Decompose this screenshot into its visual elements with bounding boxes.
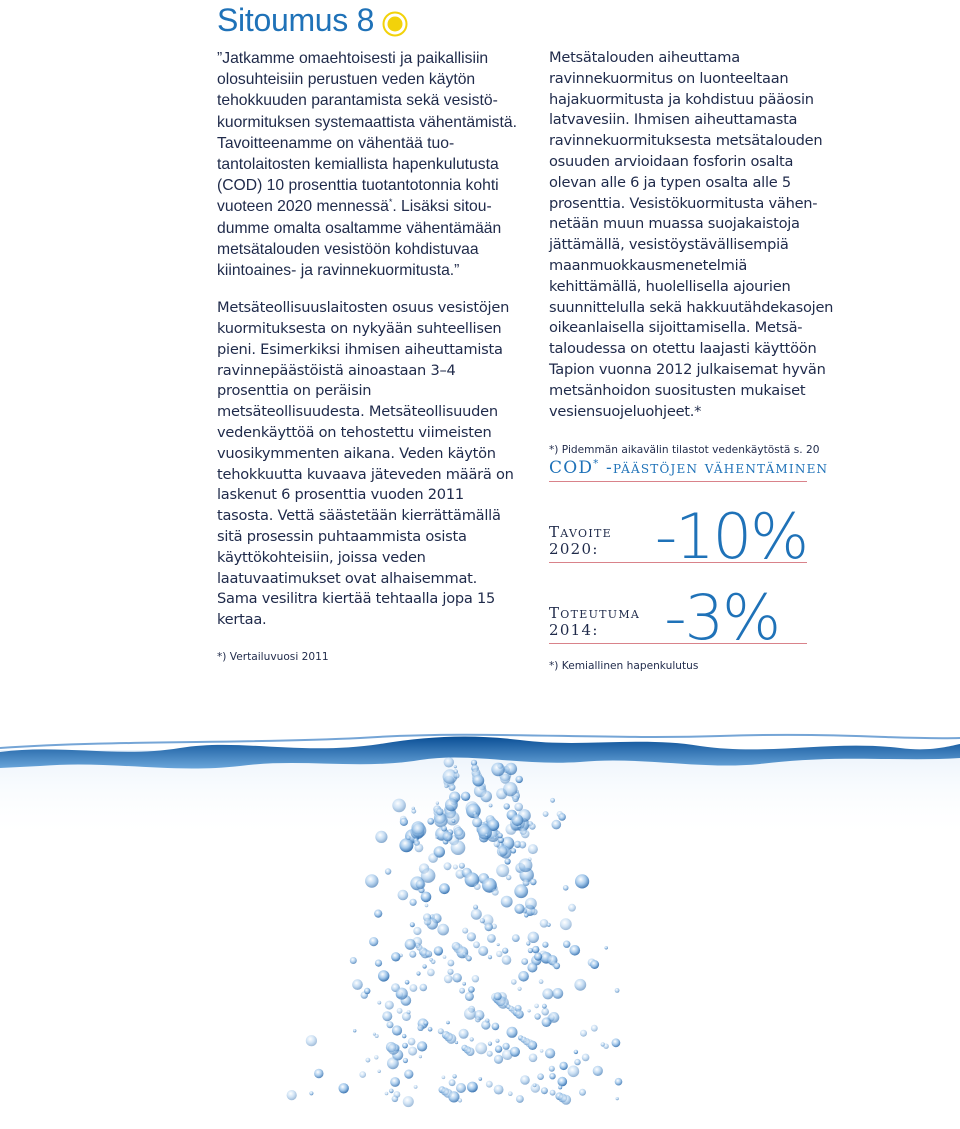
- bubble: [559, 1062, 567, 1070]
- bubble: [428, 1027, 433, 1032]
- bubble: [475, 1042, 487, 1054]
- left-column: [217, 48, 517, 663]
- bubble: [612, 1038, 621, 1047]
- bubble: [411, 809, 416, 814]
- bubble: [467, 1082, 478, 1093]
- bubble: [428, 853, 438, 863]
- bubble: [528, 1009, 531, 1012]
- bubble: [400, 818, 408, 826]
- bubble: [545, 1048, 555, 1058]
- bubble: [518, 987, 522, 991]
- bubble: [427, 969, 435, 977]
- bubble: [616, 1097, 619, 1100]
- bubble: [504, 803, 510, 809]
- bubble: [452, 819, 456, 823]
- bubble: [402, 1043, 408, 1049]
- right-body-text: Metsätalouden aiheuttama ravinnekuormitus on luonteeltaan hajakuormitusta ja kohdistuu pääosin latvavesiin. Ihmisen aiheuttamasta ravinnekuormituksesta metsätalouden osuuden arvioidaan fosforin osalta olevan alle 6 ja typen osalta alle 5 prosenttia. Vesistökuormitusta vähennetään muun muassa suojakaistoja jättämällä, vesistöystävällisempiä maanmuokkausmenetelmiä kehittämällä, huolellisella ajourien suunnittelulla sekä hakkuutähdekasojen oikeanlaisella sijoittamisella. Metsätaloudessa on otettu laajasti käyttöön Tapion vuonna 2012 julkaisemat hyvän metsänhoidon suositusten mukaiset vesiensuojeluohjeet.*: [549, 49, 834, 420]
- cod-heading-mark: *: [593, 458, 600, 470]
- bubble: [563, 885, 569, 891]
- bubble: [435, 836, 438, 839]
- bubble: [453, 973, 462, 982]
- bubble: [531, 909, 538, 916]
- bubble: [528, 932, 539, 943]
- bubble: [549, 1066, 555, 1072]
- cod-target-label-line1: Tavoite: [549, 523, 612, 541]
- bubble: [466, 1047, 475, 1056]
- cod-reduction-box: [549, 458, 829, 672]
- bubble: [437, 924, 449, 936]
- bubble: [532, 946, 539, 953]
- bubble: [396, 988, 408, 1000]
- bubble: [487, 934, 496, 943]
- bubble: [480, 918, 485, 923]
- bubble: [472, 817, 482, 827]
- bubble: [553, 962, 560, 969]
- bubble: [421, 892, 432, 903]
- bubble: [409, 951, 416, 958]
- bubble: [444, 975, 453, 984]
- cod-target-value: -10%: [654, 500, 807, 573]
- bubble: [496, 864, 509, 877]
- bubble: [444, 784, 448, 788]
- cod-target-label-line2: 2020:: [549, 540, 599, 558]
- bubble: [314, 1069, 323, 1078]
- bubble: [516, 1095, 524, 1103]
- bubble: [529, 1054, 538, 1063]
- quote-text-1: ”Jatkamme omaehtoisesti ja paikallisiin olosuhteisiin perustuen veden käytön tehokkuuden parantamista sekä vesistökuormituksen systemaattista vähentämistä. Tavoitteenamme on vähentää tuotantolaitosten kemiallista hapenkulutusta (COD) 10 prosenttia tuotantotonnia kohti vuoteen 2020 mennessä: [217, 50, 517, 216]
- bubble: [537, 1073, 544, 1080]
- bubble: [464, 1008, 476, 1020]
- left-body-text: Metsäteollisuuslaitosten osuus vesistöjen kuormituksesta on nykyään suhteellisen pieni. Esimerkiksi ihmisen aiheuttamista ravinnepäästöistä ainoastaan 3–4 prosenttia on peräisin metsäteollisuudesta. Metsäteollisuuden vedenkäyttöä on tehostettu viimeisten vuosikymmenten aikana. Veden käytön tehokkuutta kuvaava jäteveden määrä on laskenut 6 prosenttia vuoden 2011 tasosta. Vettä säästetään kierrättämällä sitä prosessin puhtaammista osista käyttökohteisiin, joissa veden laatuvaatimukset ovat alhaisemmat. Sama vesilitra kiertää tehtaalla jopa 15 kertaa.: [217, 299, 514, 629]
- bubble: [542, 942, 548, 948]
- bubble: [496, 1039, 500, 1043]
- bubble: [558, 1085, 562, 1089]
- bubble: [502, 955, 512, 965]
- cod-footnote: *) Kemiallinen hapenkulutus: [549, 660, 699, 672]
- bubble: [410, 984, 418, 992]
- bubble: [434, 946, 443, 955]
- bubble: [472, 975, 479, 982]
- bubble: [480, 791, 492, 803]
- bubble: [425, 904, 429, 908]
- bubble: [448, 1091, 459, 1102]
- cod-target-label: [549, 524, 612, 558]
- bubble: [471, 909, 482, 920]
- bubble: [494, 992, 502, 1000]
- bubble: [542, 988, 553, 999]
- bubble: [306, 1035, 317, 1046]
- bubble: [425, 951, 432, 958]
- bubble: [339, 1083, 349, 1093]
- bubble: [568, 1066, 580, 1078]
- bubble: [402, 1034, 406, 1038]
- bubble: [570, 945, 581, 956]
- bubble: [540, 1049, 544, 1053]
- bubble: [539, 979, 544, 984]
- bubble: [506, 875, 511, 880]
- bubble: [478, 946, 488, 956]
- bubble: [459, 863, 465, 869]
- bubble: [561, 1095, 571, 1105]
- bubble: [497, 943, 500, 946]
- bubble: [520, 1075, 530, 1085]
- bubble: [410, 922, 415, 927]
- bubble: [560, 918, 572, 930]
- bubble: [511, 979, 517, 985]
- bubble: [486, 1081, 493, 1088]
- bubble: [514, 904, 524, 914]
- bubble: [456, 1083, 466, 1093]
- bubble: [397, 1008, 403, 1014]
- cod-heading: [549, 458, 829, 482]
- bubble: [470, 1037, 474, 1041]
- bubble: [491, 763, 505, 777]
- cod-actual-value: -3%: [664, 581, 779, 654]
- bubble: [502, 948, 508, 954]
- bubble: [478, 826, 492, 840]
- bubble: [405, 980, 410, 985]
- page-title: [217, 2, 408, 39]
- bubble: [390, 1077, 400, 1087]
- bubble: [454, 765, 457, 768]
- bubble: [436, 808, 443, 815]
- bubble: [558, 1077, 568, 1087]
- cod-target-row: [549, 482, 807, 573]
- bubble: [547, 923, 551, 927]
- bubble: [466, 956, 472, 962]
- bubble: [446, 1034, 456, 1044]
- bubble: [459, 988, 465, 994]
- bubble: [593, 1066, 603, 1076]
- bubble: [422, 964, 426, 968]
- bubble: [385, 868, 391, 874]
- sun-icon: [382, 8, 408, 34]
- bubble: [459, 1029, 469, 1039]
- bubble: [518, 971, 529, 982]
- bubble: [454, 829, 465, 840]
- bubble: [489, 804, 493, 808]
- bubble: [528, 1041, 537, 1050]
- bubble: [387, 1057, 399, 1069]
- bubble: [375, 960, 382, 967]
- bubble: [391, 952, 400, 961]
- cod-actual-label-line2: 2014:: [549, 621, 599, 639]
- bubble: [515, 1010, 524, 1019]
- bubble: [514, 884, 528, 898]
- bubble: [434, 814, 447, 827]
- bubble: [444, 862, 452, 870]
- bubble: [413, 927, 421, 935]
- bubble: [453, 865, 458, 870]
- bubble: [448, 960, 455, 967]
- bubble: [462, 982, 466, 986]
- bubble: [615, 988, 620, 993]
- bubble: [563, 941, 570, 948]
- bubble: [398, 890, 409, 901]
- bubble: [461, 792, 470, 801]
- bubble: [529, 823, 536, 830]
- bubble: [431, 960, 436, 965]
- bubble: [436, 802, 439, 805]
- bubble: [449, 784, 456, 791]
- bubble: [359, 1071, 366, 1078]
- bubble: [516, 776, 523, 783]
- cod-heading-prefix: COD: [549, 458, 594, 478]
- bubble: [365, 874, 378, 887]
- bubble: [591, 1025, 598, 1032]
- bubble: [427, 818, 434, 825]
- bubble: [575, 874, 589, 888]
- quote-footnote-mark: *: [388, 197, 393, 208]
- bubble: [534, 953, 542, 961]
- bubble: [352, 979, 363, 990]
- bubble: [512, 796, 519, 803]
- bubble: [493, 836, 496, 839]
- bubble: [541, 1087, 548, 1094]
- bubble: [534, 1013, 540, 1019]
- bubble: [521, 830, 530, 839]
- bubble: [512, 934, 520, 942]
- bubble: [441, 826, 447, 832]
- bubble: [605, 946, 608, 949]
- page-title-text: Sitoumus 8: [217, 2, 375, 38]
- bubble: [458, 1098, 462, 1102]
- bubble: [378, 970, 389, 981]
- bubble: [402, 1012, 411, 1021]
- bubble: [472, 775, 484, 787]
- bubble: [533, 1083, 537, 1087]
- bubble: [494, 1055, 503, 1064]
- bubble: [392, 1025, 402, 1035]
- bubble: [495, 1045, 502, 1052]
- bubble: [492, 889, 499, 896]
- cod-actual-row: [549, 563, 807, 654]
- bubble: [582, 1054, 590, 1062]
- bubble: [443, 955, 447, 959]
- bubble: [446, 1021, 450, 1025]
- bubble: [403, 1096, 414, 1107]
- bubble: [414, 1085, 418, 1089]
- bubble: [492, 1023, 500, 1031]
- bubble: [574, 1050, 578, 1054]
- bubble: [451, 840, 466, 855]
- bubble: [442, 1076, 446, 1080]
- bubble: [519, 841, 526, 848]
- bubble: [417, 1041, 427, 1051]
- bubble: [369, 937, 378, 946]
- bubble: [512, 814, 524, 826]
- bubble: [507, 1027, 518, 1038]
- water-bubbles-image: [0, 700, 960, 1129]
- bubble: [579, 1089, 586, 1096]
- bubble: [475, 1016, 481, 1022]
- bubble: [364, 988, 370, 994]
- bubble: [603, 1044, 608, 1049]
- bubble: [590, 960, 599, 969]
- bubble: [511, 848, 516, 853]
- bubble: [534, 1004, 539, 1009]
- bubble: [488, 1042, 492, 1046]
- bubble: [615, 1078, 623, 1086]
- bubble: [350, 957, 357, 964]
- bubble: [388, 1043, 399, 1054]
- bubble: [468, 986, 475, 993]
- bubble: [580, 1030, 587, 1037]
- bubble: [449, 1079, 456, 1086]
- bubble: [528, 844, 538, 854]
- bubble: [366, 1058, 371, 1063]
- right-footnote: *) Pidemmän aikavälin tilastot vedenkäytöstä s. 20: [549, 444, 820, 457]
- bubble: [445, 798, 458, 811]
- bubble: [524, 913, 528, 917]
- bubble: [550, 1090, 556, 1096]
- bubble: [530, 879, 537, 886]
- bubble: [496, 951, 502, 957]
- bubble: [392, 799, 406, 813]
- bubble: [447, 969, 453, 975]
- bubble: [558, 813, 566, 821]
- bubble: [416, 971, 420, 975]
- bubble: [505, 858, 511, 864]
- bubble: [408, 1038, 416, 1046]
- bubble: [455, 1041, 458, 1044]
- bubble: [309, 1091, 313, 1095]
- bubble: [408, 1047, 417, 1056]
- bubble: [542, 1004, 547, 1009]
- left-footnote: *) Vertailuvuosi 2011: [217, 650, 329, 663]
- bubble: [382, 1011, 392, 1021]
- bubble: [374, 1055, 378, 1059]
- bubble: [387, 1021, 394, 1028]
- bubble: [416, 880, 426, 890]
- bubble: [417, 1025, 423, 1031]
- bubble: [508, 1091, 513, 1096]
- bubble: [389, 1089, 394, 1094]
- bubble: [527, 963, 537, 973]
- bubble: [501, 896, 513, 908]
- cod-heading-suffix: -päästöjen vähentäminen: [599, 458, 829, 478]
- bubble: [420, 984, 428, 992]
- cod-actual-label: [549, 605, 640, 639]
- bubble: [353, 1029, 356, 1032]
- bubble: [392, 1096, 399, 1103]
- bubble: [503, 1043, 510, 1050]
- bubble: [552, 820, 562, 830]
- bubble: [473, 941, 480, 948]
- bubble: [445, 811, 459, 825]
- bubble: [462, 928, 468, 934]
- bubble: [497, 846, 508, 857]
- bubble: [494, 1085, 504, 1095]
- bubble: [574, 979, 586, 991]
- cod-actual-label-line1: Toteutuma: [549, 604, 641, 622]
- bubble: [465, 992, 474, 1001]
- bubble: [521, 958, 528, 965]
- bubble: [552, 988, 563, 999]
- bubble: [439, 883, 450, 894]
- bubble: [528, 948, 533, 953]
- bubble: [444, 757, 454, 767]
- bubble: [542, 1017, 552, 1027]
- bubble: [443, 832, 453, 842]
- bubble: [403, 1058, 408, 1063]
- bubble: [568, 904, 576, 912]
- bubble: [487, 1051, 493, 1057]
- bubble: [525, 898, 537, 910]
- bubble: [481, 1020, 490, 1029]
- bubble: [526, 941, 530, 945]
- bubble: [550, 798, 555, 803]
- bubble: [541, 1008, 549, 1016]
- bubble: [405, 939, 416, 950]
- bubble: [510, 1047, 520, 1057]
- bubble: [454, 773, 460, 779]
- bubble: [497, 833, 502, 838]
- bubble: [543, 811, 549, 817]
- bubble: [406, 836, 411, 841]
- bubble: [488, 955, 492, 959]
- bubble: [287, 1090, 297, 1100]
- quote-text-2: . Lisäksi sitoudumme omalta osaltamme vähentämään metsätalouden vesistöön kohdistuvaa kiintoaines- ja ravinnekuormitusta.”: [217, 198, 502, 280]
- bubble: [375, 831, 387, 843]
- bubble: [479, 1077, 483, 1081]
- bubble: [503, 782, 517, 796]
- bubble: [505, 763, 517, 775]
- bubble: [467, 932, 476, 941]
- bubble: [374, 910, 382, 918]
- bubble: [474, 883, 481, 890]
- bubble: [485, 834, 488, 837]
- bubble: [485, 923, 493, 931]
- right-column: [549, 48, 839, 456]
- bubble: [378, 1070, 381, 1073]
- bubble: [415, 844, 424, 853]
- bubble: [385, 1001, 394, 1010]
- bubble: [375, 1034, 379, 1038]
- bubble: [424, 918, 432, 926]
- bubble: [540, 919, 549, 928]
- commitment-quote: [217, 48, 517, 281]
- bubble: [549, 1073, 555, 1079]
- bubble: [385, 1092, 389, 1096]
- bubble: [404, 1070, 413, 1079]
- bubble: [377, 1001, 381, 1005]
- bubble: [423, 1021, 428, 1026]
- bubble: [412, 823, 427, 838]
- bubble: [399, 838, 413, 852]
- bubble: [410, 899, 417, 906]
- bubble: [452, 1074, 456, 1078]
- bubble: [574, 1059, 580, 1065]
- bubble: [419, 1055, 422, 1058]
- bubble: [519, 858, 533, 872]
